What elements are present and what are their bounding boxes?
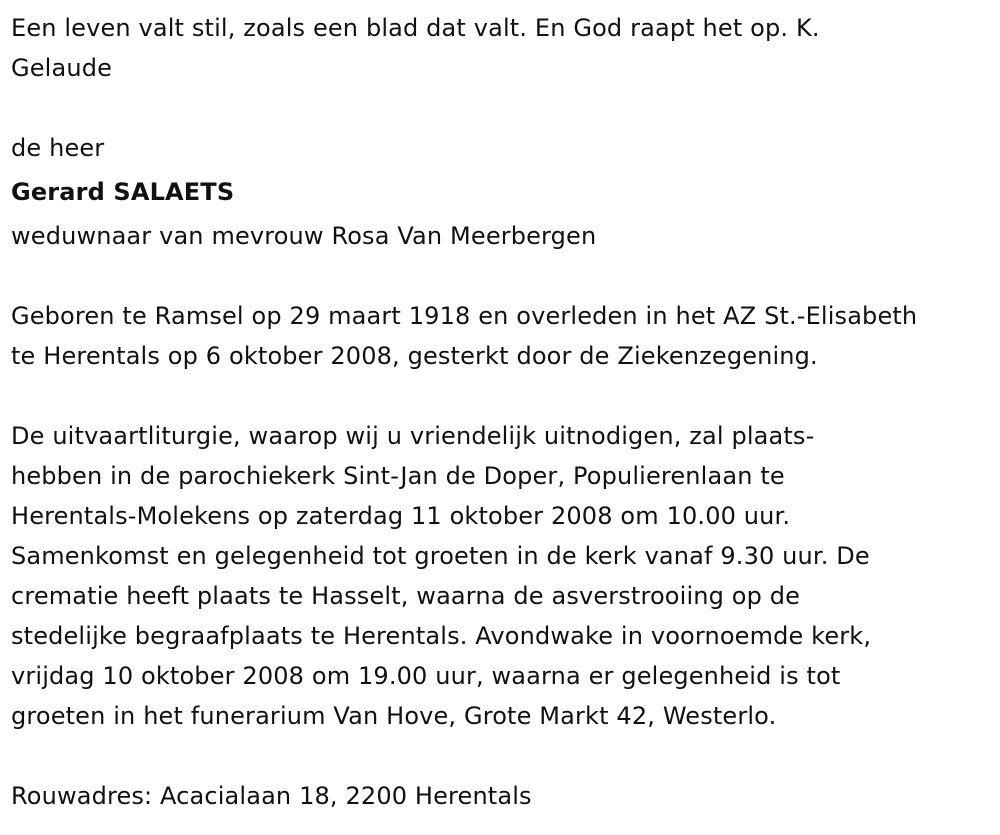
spacer xyxy=(11,376,990,416)
service-line: crematie heeft plaats te Hasselt, waarna de asverstrooiing op de xyxy=(11,582,801,610)
spacer xyxy=(11,88,990,128)
service-line: Samenkomst en gelegenheid tot groeten in de kerk vanaf 9.30 uur. De xyxy=(11,542,870,570)
quote-line-1: Een leven valt stil, zoals een blad dat valt. En God raapt het op. K. xyxy=(11,14,820,42)
service-line: De uitvaartliturgie, waarop wij u vriendelijk uitnodigen, zal plaats- xyxy=(11,422,815,450)
service-line: vrijdag 10 oktober 2008 om 19.00 uur, waarna er gelegenheid is tot xyxy=(11,662,841,690)
quote-line-2: Gelaude xyxy=(11,54,112,82)
deceased-name: Gerard SALAETS xyxy=(11,178,235,206)
service-line: hebben in de parochiekerk Sint-Jan de Doper, Populierenlaan te xyxy=(11,462,785,490)
spacer xyxy=(11,256,990,296)
birth-death-line-1: Geboren te Ramsel op 29 maart 1918 en overleden in het AZ St.-Elisabeth xyxy=(11,302,918,330)
relation-line: weduwnaar van mevrouw Rosa Van Meerbergen xyxy=(11,222,597,250)
spacer xyxy=(11,736,990,776)
service-line: stedelijke begraafplaats te Herentals. Avondwake in voornoemde kerk, xyxy=(11,622,872,650)
mourning-address: Rouwadres: Acacialaan 18, 2200 Herentals xyxy=(11,782,532,810)
birth-death-line-2: te Herentals op 6 oktober 2008, gesterkt door de Ziekenzegening. xyxy=(11,342,818,370)
service-line: Herentals-Molekens op zaterdag 11 oktober 2008 om 10.00 uur. xyxy=(11,502,791,530)
service-line: groeten in het funerarium Van Hove, Grote Markt 42, Westerlo. xyxy=(11,702,777,730)
title-prefix: de heer xyxy=(11,134,105,162)
